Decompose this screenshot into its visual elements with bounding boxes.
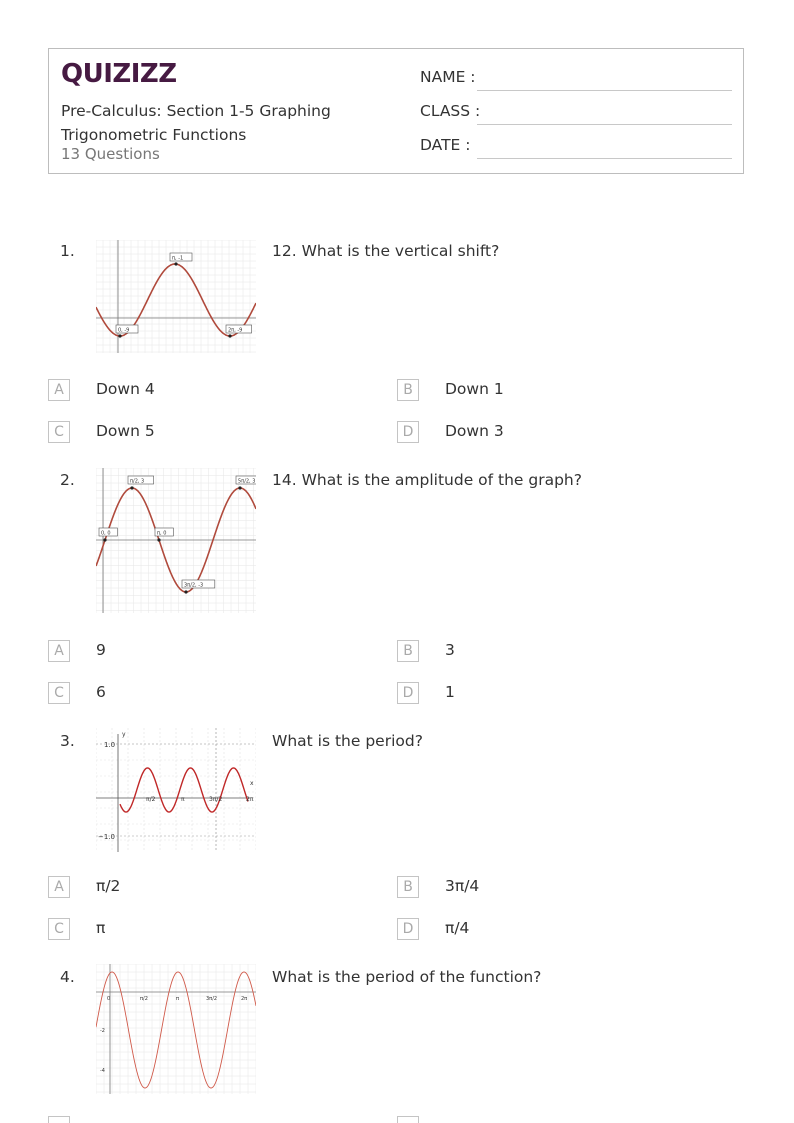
- question-count: 13 Questions: [61, 145, 160, 163]
- point-marker: [118, 334, 121, 337]
- q3-option-d-text[interactable]: π/4: [445, 919, 470, 937]
- axis-tick-label: 0: [107, 996, 111, 1002]
- point-label: 3π/2, -3: [184, 582, 204, 589]
- axis-tick-label: 1.0: [104, 741, 116, 749]
- axis-tick-label: x: [250, 780, 254, 787]
- point-marker: [130, 486, 133, 489]
- axis-tick-label: -4: [100, 1068, 105, 1074]
- q1-option-c-text[interactable]: Down 5: [96, 422, 155, 440]
- q3-option-a-letter[interactable]: A: [48, 876, 70, 898]
- question-1-number: 1.: [60, 242, 75, 260]
- worksheet-header: [48, 48, 744, 174]
- q2-option-c-text[interactable]: 6: [96, 683, 106, 701]
- axis-tick-label: π/2: [140, 996, 148, 1002]
- point-marker: [103, 538, 106, 541]
- q1-option-b-text[interactable]: Down 1: [445, 380, 504, 398]
- point-marker: [174, 262, 177, 265]
- q2-option-a-text[interactable]: 9: [96, 641, 106, 659]
- point-marker: [238, 486, 241, 489]
- question-4-graph: [96, 964, 256, 1094]
- q3-option-c-text[interactable]: π: [96, 919, 106, 937]
- axis-tick-label: −1.0: [98, 833, 115, 841]
- q4-option-b-letter[interactable]: [397, 1116, 419, 1123]
- point-label: 5π/2, 3: [238, 478, 256, 485]
- point-label: 2π, -9: [228, 327, 243, 334]
- q1-option-d-letter[interactable]: D: [397, 421, 419, 443]
- q2-option-b-letter[interactable]: B: [397, 640, 419, 662]
- question-2-number: 2.: [60, 471, 75, 489]
- point-marker: [157, 538, 160, 541]
- question-1-graph: [96, 240, 256, 353]
- q1-option-c-letter[interactable]: C: [48, 421, 70, 443]
- axis-tick-label: 3π/2: [209, 796, 223, 803]
- worksheet-title: Pre-Calculus: Section 1-5 Graphing Trigonometric Functions: [61, 102, 331, 144]
- point-label: 0, -9: [118, 327, 130, 334]
- class-label: CLASS :: [420, 102, 481, 120]
- function-curve: [120, 768, 248, 812]
- q3-option-a-text[interactable]: π/2: [96, 877, 121, 895]
- question-2-text: 14. What is the amplitude of the graph?: [272, 471, 582, 489]
- question-2-graph: [96, 468, 256, 613]
- q2-option-c-letter[interactable]: C: [48, 682, 70, 704]
- q2-option-b-text[interactable]: 3: [445, 641, 455, 659]
- axis-tick-label: 2π: [246, 796, 254, 803]
- axis-tick-label: π: [176, 996, 180, 1002]
- name-line: [477, 90, 732, 91]
- q2-option-a-letter[interactable]: A: [48, 640, 70, 662]
- axis-tick-label: π: [181, 796, 185, 803]
- question-1-text: 12. What is the vertical shift?: [272, 242, 500, 260]
- q1-option-a-text[interactable]: Down 4: [96, 380, 155, 398]
- question-3-graph: [96, 728, 256, 852]
- q1-option-a-letter[interactable]: A: [48, 379, 70, 401]
- q2-option-d-letter[interactable]: D: [397, 682, 419, 704]
- class-line: [477, 124, 732, 125]
- quizizz-logo: QUIZIZZ: [61, 59, 177, 89]
- q2-option-d-text[interactable]: 1: [445, 683, 455, 701]
- question-4-number: 4.: [60, 968, 75, 986]
- point-label: π/2, 3: [130, 478, 145, 485]
- q1-option-d-text[interactable]: Down 3: [445, 422, 504, 440]
- axis-tick-label: y: [122, 731, 126, 738]
- question-3-number: 3.: [60, 732, 75, 750]
- axis-tick-label: 3π/2: [206, 996, 218, 1002]
- axis-tick-label: -2: [100, 1028, 105, 1034]
- point-label: π, 0: [157, 530, 167, 537]
- point-label: 0, 0: [101, 530, 111, 537]
- q1-option-b-letter[interactable]: B: [397, 379, 419, 401]
- q3-option-d-letter[interactable]: D: [397, 918, 419, 940]
- q3-option-b-letter[interactable]: B: [397, 876, 419, 898]
- axis-tick-label: π/2: [146, 796, 156, 803]
- axis-tick-label: 2π: [241, 996, 248, 1002]
- date-line: [477, 158, 732, 159]
- point-marker: [228, 334, 231, 337]
- question-4-text: What is the period of the function?: [272, 968, 542, 986]
- q3-option-b-text[interactable]: 3π/4: [445, 877, 480, 895]
- date-label: DATE :: [420, 136, 471, 154]
- name-label: NAME :: [420, 68, 476, 86]
- point-label: π, -1: [172, 255, 184, 262]
- question-3-text: What is the period?: [272, 732, 423, 750]
- point-marker: [184, 590, 187, 593]
- q3-option-c-letter[interactable]: C: [48, 918, 70, 940]
- q4-option-a-letter[interactable]: [48, 1116, 70, 1123]
